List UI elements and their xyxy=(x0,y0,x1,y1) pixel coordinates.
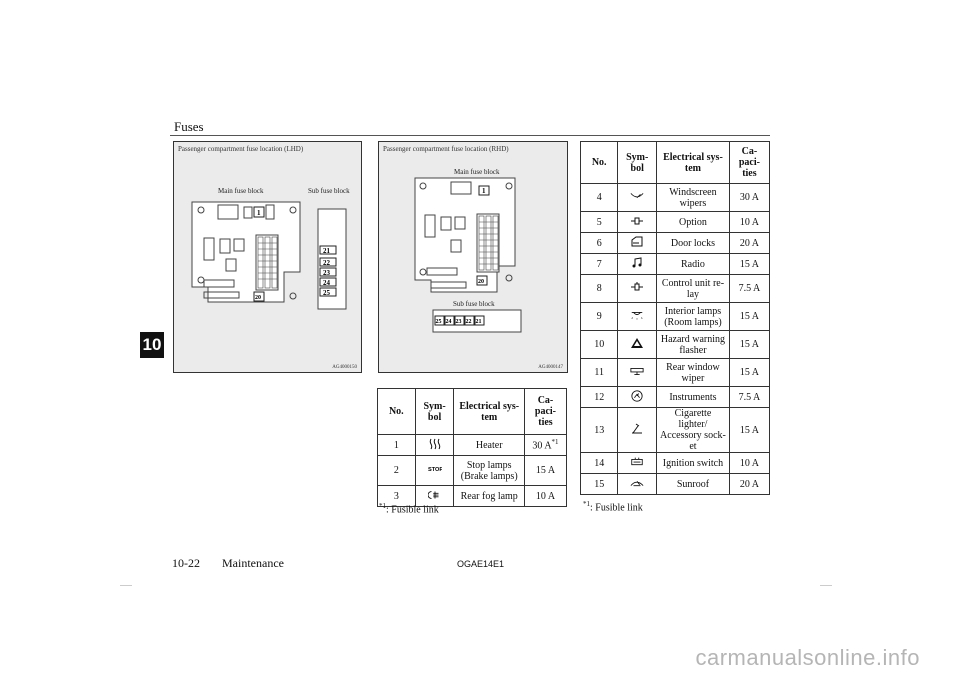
electrical-system: Radio xyxy=(657,254,730,275)
lhd-sub-label: Sub fuse block xyxy=(308,187,350,195)
chapter-tab: 10 xyxy=(140,332,164,358)
electrical-system: Sunroof xyxy=(657,474,730,495)
fuse-number: 4 xyxy=(581,184,618,212)
capacity: 30 $A^{*1}$ xyxy=(524,435,566,456)
windscreen-wiper-icon xyxy=(618,184,657,212)
control-relay-icon xyxy=(618,275,657,303)
lhd-figure-code: AG4000150 xyxy=(332,365,357,370)
electrical-system: Instruments xyxy=(657,387,730,408)
fuse-row-7 xyxy=(581,254,770,275)
cigarette-lighter-icon xyxy=(618,408,657,453)
fuse-number: 12 xyxy=(581,387,618,408)
electrical-system: Heater xyxy=(454,435,524,456)
svg-text:24: 24 xyxy=(445,319,452,325)
fuse-number: 5 xyxy=(581,212,618,233)
capacity: 10 A xyxy=(729,212,769,233)
electrical-system: Door locks xyxy=(657,233,730,254)
lhd-fuse-diagram xyxy=(174,142,361,372)
electrical-system: Control unit re-lay xyxy=(657,275,730,303)
capacity: 10 A xyxy=(524,486,566,507)
rhd-figure-caption: Passenger compartment fuse location (RHD) xyxy=(383,145,509,153)
svg-text:24: 24 xyxy=(323,279,330,287)
fuse-row-8 xyxy=(581,275,770,303)
electrical-system: Hazard warning flasher xyxy=(657,331,730,359)
col-no-right: No. xyxy=(581,142,618,184)
fuse-row-10 xyxy=(581,331,770,359)
col-capacity: Ca- paci- ties xyxy=(524,389,566,435)
lhd-fuse-figure xyxy=(173,141,362,373)
heater-icon xyxy=(415,435,454,456)
fuse-number: 9 xyxy=(581,303,618,331)
crop-mark xyxy=(120,585,132,586)
rhd-figure-code: AG4000147 xyxy=(538,365,563,370)
capacity: 15 A xyxy=(729,331,769,359)
capacity: 10 A xyxy=(729,453,769,474)
fuse-table-right xyxy=(580,141,770,495)
lhd-main-label: Main fuse block xyxy=(218,187,264,195)
stop-icon xyxy=(415,456,454,486)
fuse-row-9 xyxy=(581,303,770,331)
option-icon xyxy=(618,212,657,233)
electrical-system: Option xyxy=(657,212,730,233)
chapter-name: Maintenance xyxy=(222,556,284,570)
capacity: 15 A xyxy=(729,254,769,275)
capacity: 15 A xyxy=(524,456,566,486)
svg-text:1: 1 xyxy=(257,209,261,217)
crop-mark xyxy=(820,585,832,586)
svg-text:1: 1 xyxy=(482,187,486,195)
document-code: OGAE14E1 xyxy=(457,559,505,569)
electrical-system: Rear window wiper xyxy=(657,359,730,387)
fuse-table-left xyxy=(377,388,567,507)
capacity: 7.5 A xyxy=(729,275,769,303)
svg-text:20: 20 xyxy=(478,279,484,285)
capacity: 20 A xyxy=(729,474,769,495)
fuse-row-14 xyxy=(581,453,770,474)
lhd-figure-caption: Passenger compartment fuse location (LHD) xyxy=(178,145,304,153)
svg-text:23: 23 xyxy=(323,269,330,277)
footnote-left: $^{*1}$: Fusible link xyxy=(379,502,439,516)
fuse-number: 6 xyxy=(581,233,618,254)
page-number: 10-22 xyxy=(172,556,200,570)
fuse-row-4 xyxy=(581,184,770,212)
fuse-row-1 xyxy=(378,435,567,456)
radio-icon xyxy=(618,254,657,275)
capacity: 30 A xyxy=(729,184,769,212)
svg-text:21: 21 xyxy=(323,247,330,255)
fuse-number: 8 xyxy=(581,275,618,303)
electrical-system: Ignition switch xyxy=(657,453,730,474)
svg-text:25: 25 xyxy=(435,319,442,325)
capacity: 15 A xyxy=(729,408,769,453)
capacity: 15 A xyxy=(729,303,769,331)
electrical-system: Rear fog lamp xyxy=(454,486,524,507)
capacity: 7.5 A xyxy=(729,387,769,408)
svg-text:25: 25 xyxy=(323,289,330,297)
electrical-system: Stop lamps (Brake lamps) xyxy=(454,456,524,486)
fuse-row-15 xyxy=(581,474,770,495)
section-title: Fuses xyxy=(174,119,204,134)
fuse-number: 15 xyxy=(581,474,618,495)
fuse-number: 3 xyxy=(378,486,416,507)
footnote-right: $^{*1}$: Fusible link xyxy=(583,500,643,514)
rhd-fuse-figure xyxy=(378,141,568,373)
fuse-row-11 xyxy=(581,359,770,387)
electrical-system: Interior lamps (Room lamps) xyxy=(657,303,730,331)
fuse-number: 2 xyxy=(378,456,416,486)
col-capacity-right: Ca- paci- ties xyxy=(729,142,769,184)
col-symbol: Sym- bol xyxy=(415,389,454,435)
col-no: No. xyxy=(378,389,416,435)
rhd-sub-label: Sub fuse block xyxy=(453,300,495,308)
electrical-system: Cigarette lighter/ Accessory sock-et xyxy=(657,408,730,453)
sunroof-icon xyxy=(618,474,657,495)
fuse-number: 14 xyxy=(581,453,618,474)
fuse-row-2 xyxy=(378,456,567,486)
fuse-row-12 xyxy=(581,387,770,408)
watermark: carmanualsonline.info xyxy=(695,645,920,670)
hazard-icon xyxy=(618,331,657,359)
header-rule xyxy=(170,135,770,136)
svg-text:21: 21 xyxy=(475,319,482,325)
svg-text:22: 22 xyxy=(323,259,330,267)
fuse-row-6 xyxy=(581,233,770,254)
interior-lamp-icon xyxy=(618,303,657,331)
col-symbol-right: Sym- bol xyxy=(618,142,657,184)
rhd-fuse-diagram xyxy=(379,142,567,372)
svg-text:23: 23 xyxy=(455,319,462,325)
instruments-icon xyxy=(618,387,657,408)
rhd-main-label: Main fuse block xyxy=(454,168,500,176)
fuse-number: 11 xyxy=(581,359,618,387)
door-lock-icon xyxy=(618,233,657,254)
fuse-row-13 xyxy=(581,408,770,453)
fuse-number: 7 xyxy=(581,254,618,275)
ignition-icon xyxy=(618,453,657,474)
fuse-number: 1 xyxy=(378,435,416,456)
fuse-row-5 xyxy=(581,212,770,233)
col-system: Electrical sys- tem xyxy=(454,389,524,435)
electrical-system: Windscreen wipers xyxy=(657,184,730,212)
svg-text:20: 20 xyxy=(255,295,261,301)
fuse-number: 13 xyxy=(581,408,618,453)
capacity: 20 A xyxy=(729,233,769,254)
svg-text:22: 22 xyxy=(465,319,472,325)
col-system-right: Electrical sys- tem xyxy=(657,142,730,184)
fuse-number: 10 xyxy=(581,331,618,359)
capacity: 15 A xyxy=(729,359,769,387)
rear-wiper-icon xyxy=(618,359,657,387)
